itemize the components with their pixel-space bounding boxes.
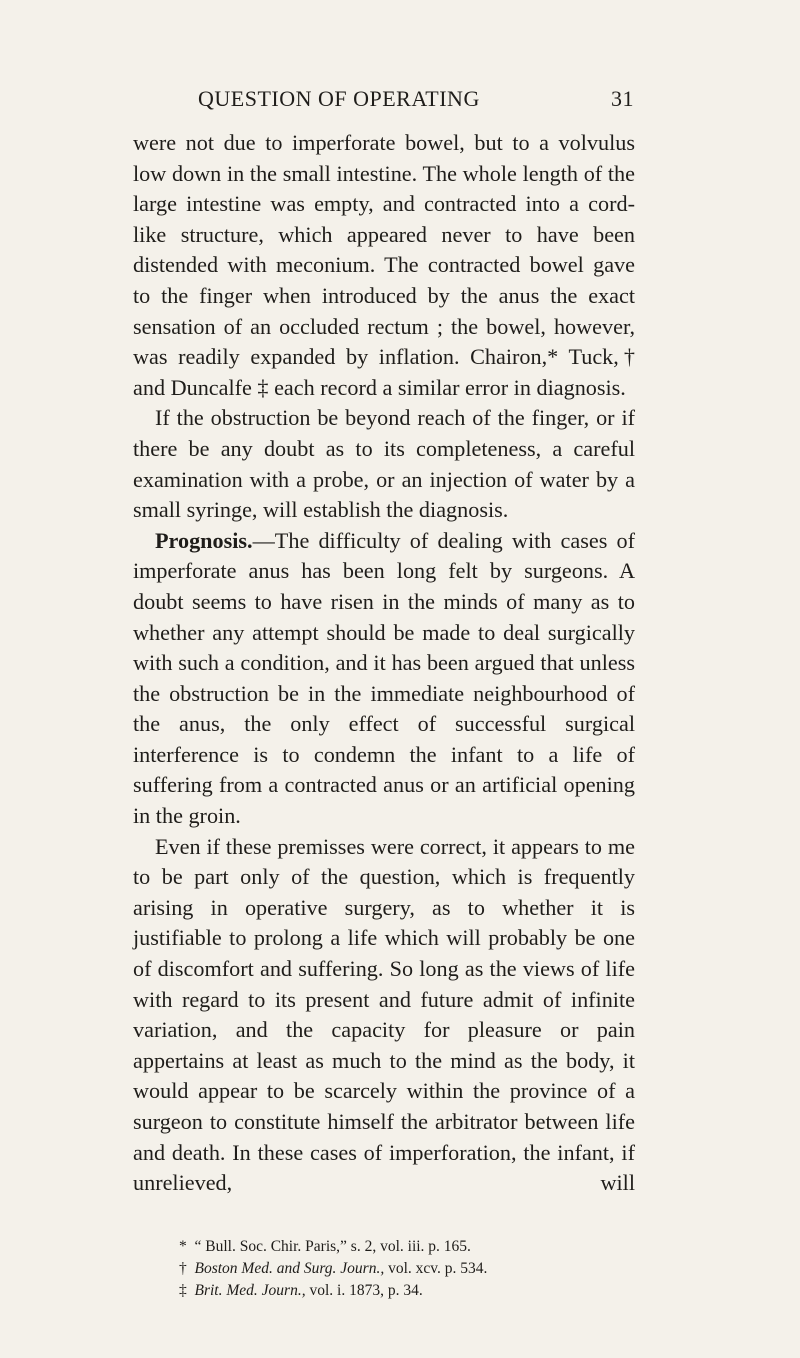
paragraph-premisses: Even if these premisses were correct, it appears to me to be part only of the question, which is frequently arising in operative surgery, as to whether it is justifiable to prolong a life which will probably be one of discomfort and suffering. So long as the views of life with regard to its present and future admit of infinite variation, and the capacity for pleasure or pain appertains at least as much to the mind as the body, it would appear to be scarcely within the province of a surgeon to constitute himself the arbitrator between life and death. In these cases of imperforation, the infant, if unrelieved, will: [133, 833, 635, 1196]
body-text: [133, 128, 635, 1199]
footnote-citation: vol. i. 1873, p. 34.: [305, 1282, 423, 1299]
header-title: QUESTION OF OPERATING: [198, 86, 480, 111]
prognosis-heading: Prognosis.: [155, 527, 253, 553]
prognosis-text: —The difficulty of dealing with cases of imperforate anus has been long felt by surgeons. A doubt seems to have risen in the minds of many as to whether any attempt should be made to deal surgically with such a condition, and it has been argued that unless the obstruction be in the immediate neighbourhood of the anus, the only effect of successful surgical interference is to condemn the infant to a life of suffering from a contracted anus or an artificial opening in the groin.: [133, 527, 635, 829]
paragraph-obstruction: If the obstruction be beyond reach of the finger, or if there be any doubt as to its completeness, a careful examination with a probe, or an injection of water by a small syringe, will establish the diagnosis.: [133, 405, 635, 523]
footnote-source: “ Bull. Soc. Chir. Paris,”: [194, 1238, 347, 1255]
footnote-source: Brit. Med. Journ.,: [194, 1282, 306, 1299]
footnote: [179, 1236, 635, 1258]
footnote-mark: *: [179, 1238, 187, 1255]
footnote: [179, 1258, 635, 1280]
footnote-mark: ‡: [179, 1282, 187, 1299]
footnote-citation: s. 2, vol. iii. p. 165.: [346, 1238, 471, 1255]
paragraph-prognosis: [133, 526, 635, 832]
page-number: 31: [611, 86, 634, 111]
footnote-source: Boston Med. and Surg. Journ.,: [194, 1260, 385, 1277]
footnote-mark: †: [179, 1260, 187, 1277]
footnote-citation: vol. xcv. p. 534.: [384, 1260, 488, 1277]
footnotes: [179, 1236, 635, 1302]
footnote: [179, 1280, 635, 1302]
paragraph-continued: were not due to imperforate bowel, but to a volvulus low down in the small intestine. The whole length of the large intestine was empty, and contracted into a cord-like structure, which appeared never to have been distended with meconium. The contracted bowel gave to the finger when introduced by the anus the exact sensation of an occluded rectum ; the bowel, however, was readily expanded by inflation. Chairon,* Tuck,† and Duncalfe ‡ each record a similar error in diagnosis.: [133, 130, 635, 400]
